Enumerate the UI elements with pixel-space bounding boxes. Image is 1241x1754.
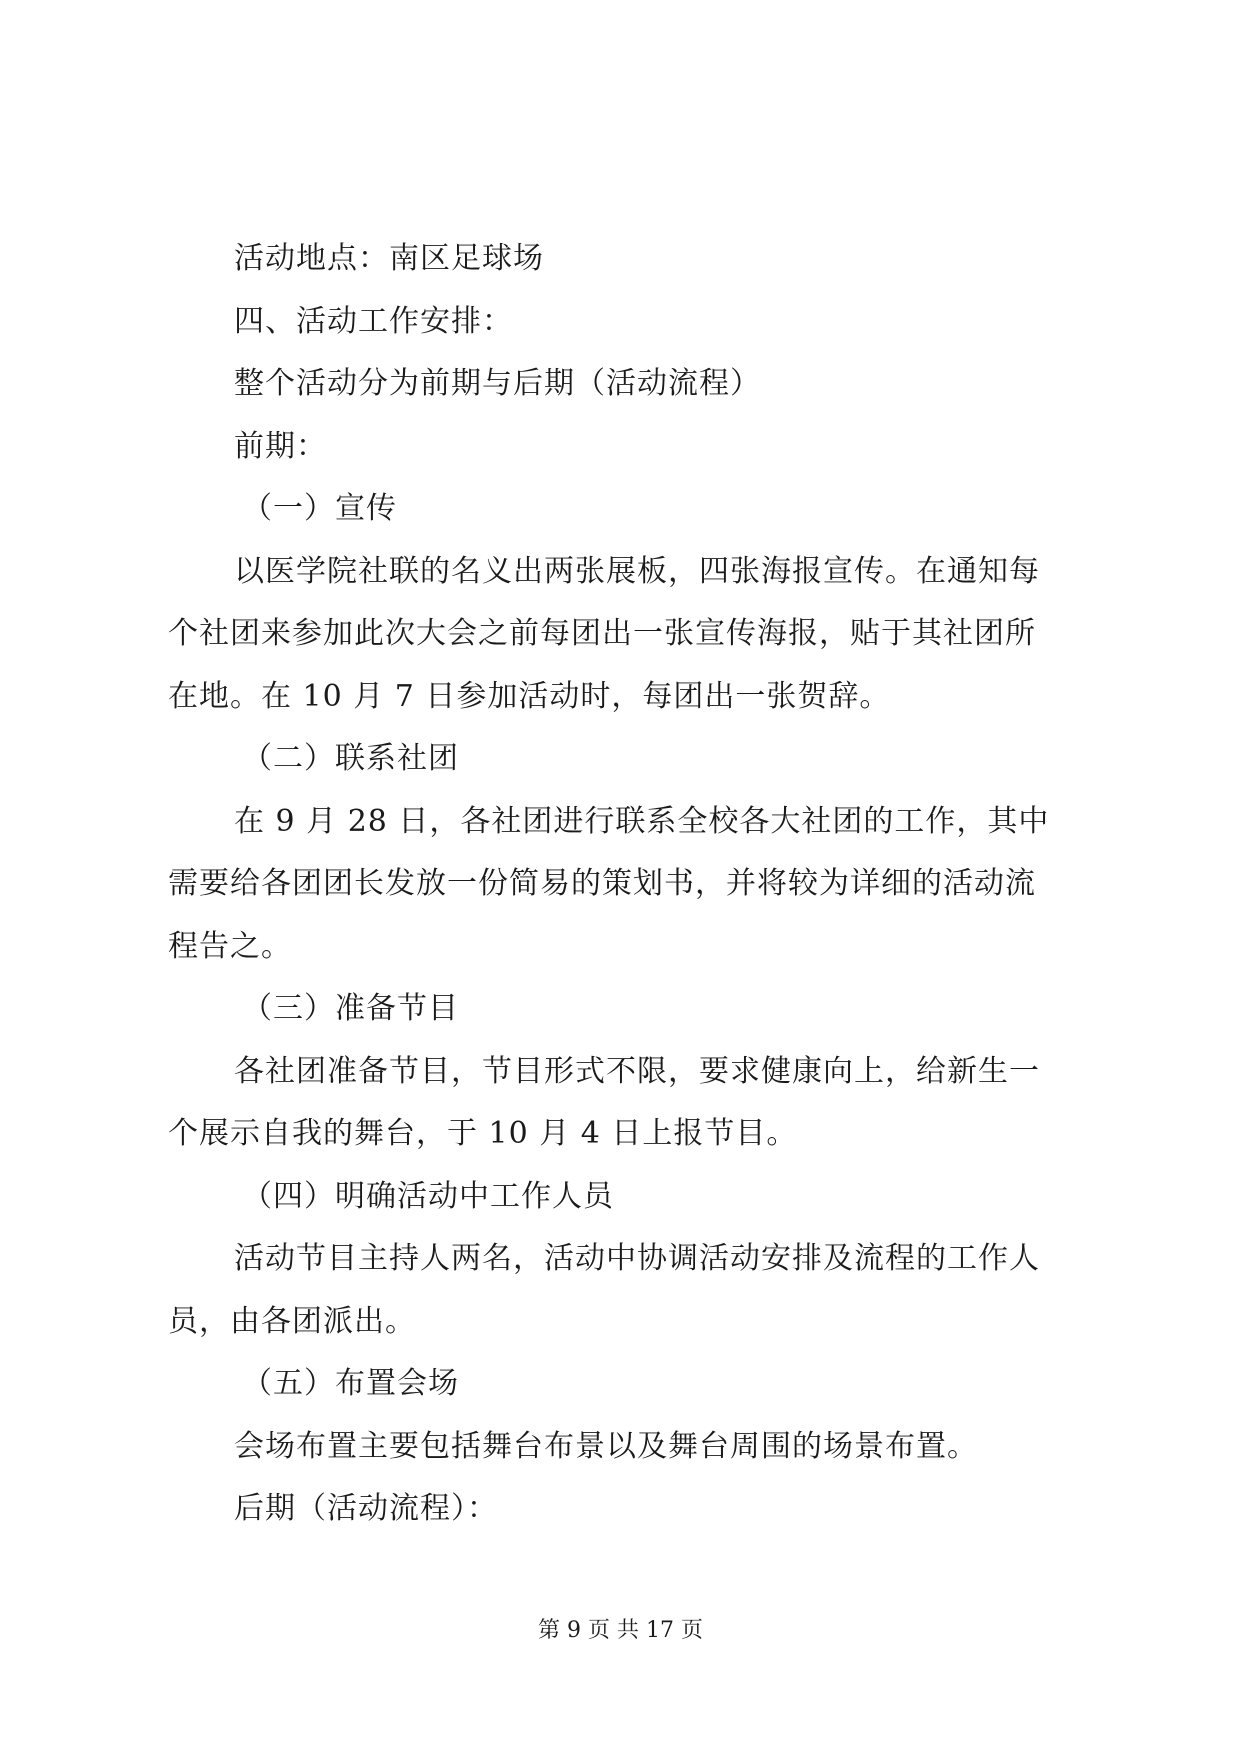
paragraph-line: 在地。在 10 月 7 日参加活动时，每团出一张贺辞。 — [168, 678, 891, 714]
document-body — [168, 228, 1088, 1541]
paragraph-line: 活动地点：南区足球场 — [234, 241, 544, 276]
subsection-heading: （三）准备节目 — [242, 991, 459, 1026]
section-heading: 四、活动工作安排： — [234, 303, 513, 339]
paragraph-line: 程告之。 — [168, 928, 292, 964]
paragraph-line: 个展示自我的舞台，于 10 月 4 日上报节目。 — [168, 1116, 798, 1151]
paragraph-line: 会场布置主要包括舞台布景以及舞台周围的场景布置。 — [234, 1428, 978, 1464]
subsection-heading: （二）联系社团 — [242, 741, 459, 776]
subsection-heading: （四）明确活动中工作人员 — [242, 1178, 614, 1214]
paragraph-line: 前期： — [234, 428, 327, 464]
paragraph-line: 员，由各团派出。 — [168, 1303, 416, 1339]
paragraph-line: 个社团来参加此次大会之前每团出一张宣传海报，贴于其社团所 — [168, 616, 1036, 651]
paragraph-line: 各社团准备节目，节目形式不限，要求健康向上，给新生一 — [234, 1053, 1040, 1089]
paragraph-line: 整个活动分为前期与后期（活动流程） — [234, 366, 761, 401]
paragraph-line: 需要给各团团长发放一份简易的策划书，并将较为详细的活动流 — [168, 866, 1036, 901]
paragraph-line: 后期（活动流程）： — [234, 1491, 498, 1526]
subsection-heading: （一）宣传 — [242, 491, 397, 526]
paragraph-line: 以医学院社联的名义出两张展板，四张海报宣传。在通知每 — [234, 553, 1040, 589]
paragraph-line: 活动节目主持人两名，活动中协调活动安排及流程的工作人 — [234, 1241, 1040, 1276]
subsection-heading: （五）布置会场 — [242, 1366, 459, 1401]
page-number-footer: 第 9 页 共 17 页 — [538, 1618, 703, 1643]
paragraph-line: 在 9 月 28 日，各社团进行联系全校各大社团的工作，其中 — [234, 803, 1050, 839]
